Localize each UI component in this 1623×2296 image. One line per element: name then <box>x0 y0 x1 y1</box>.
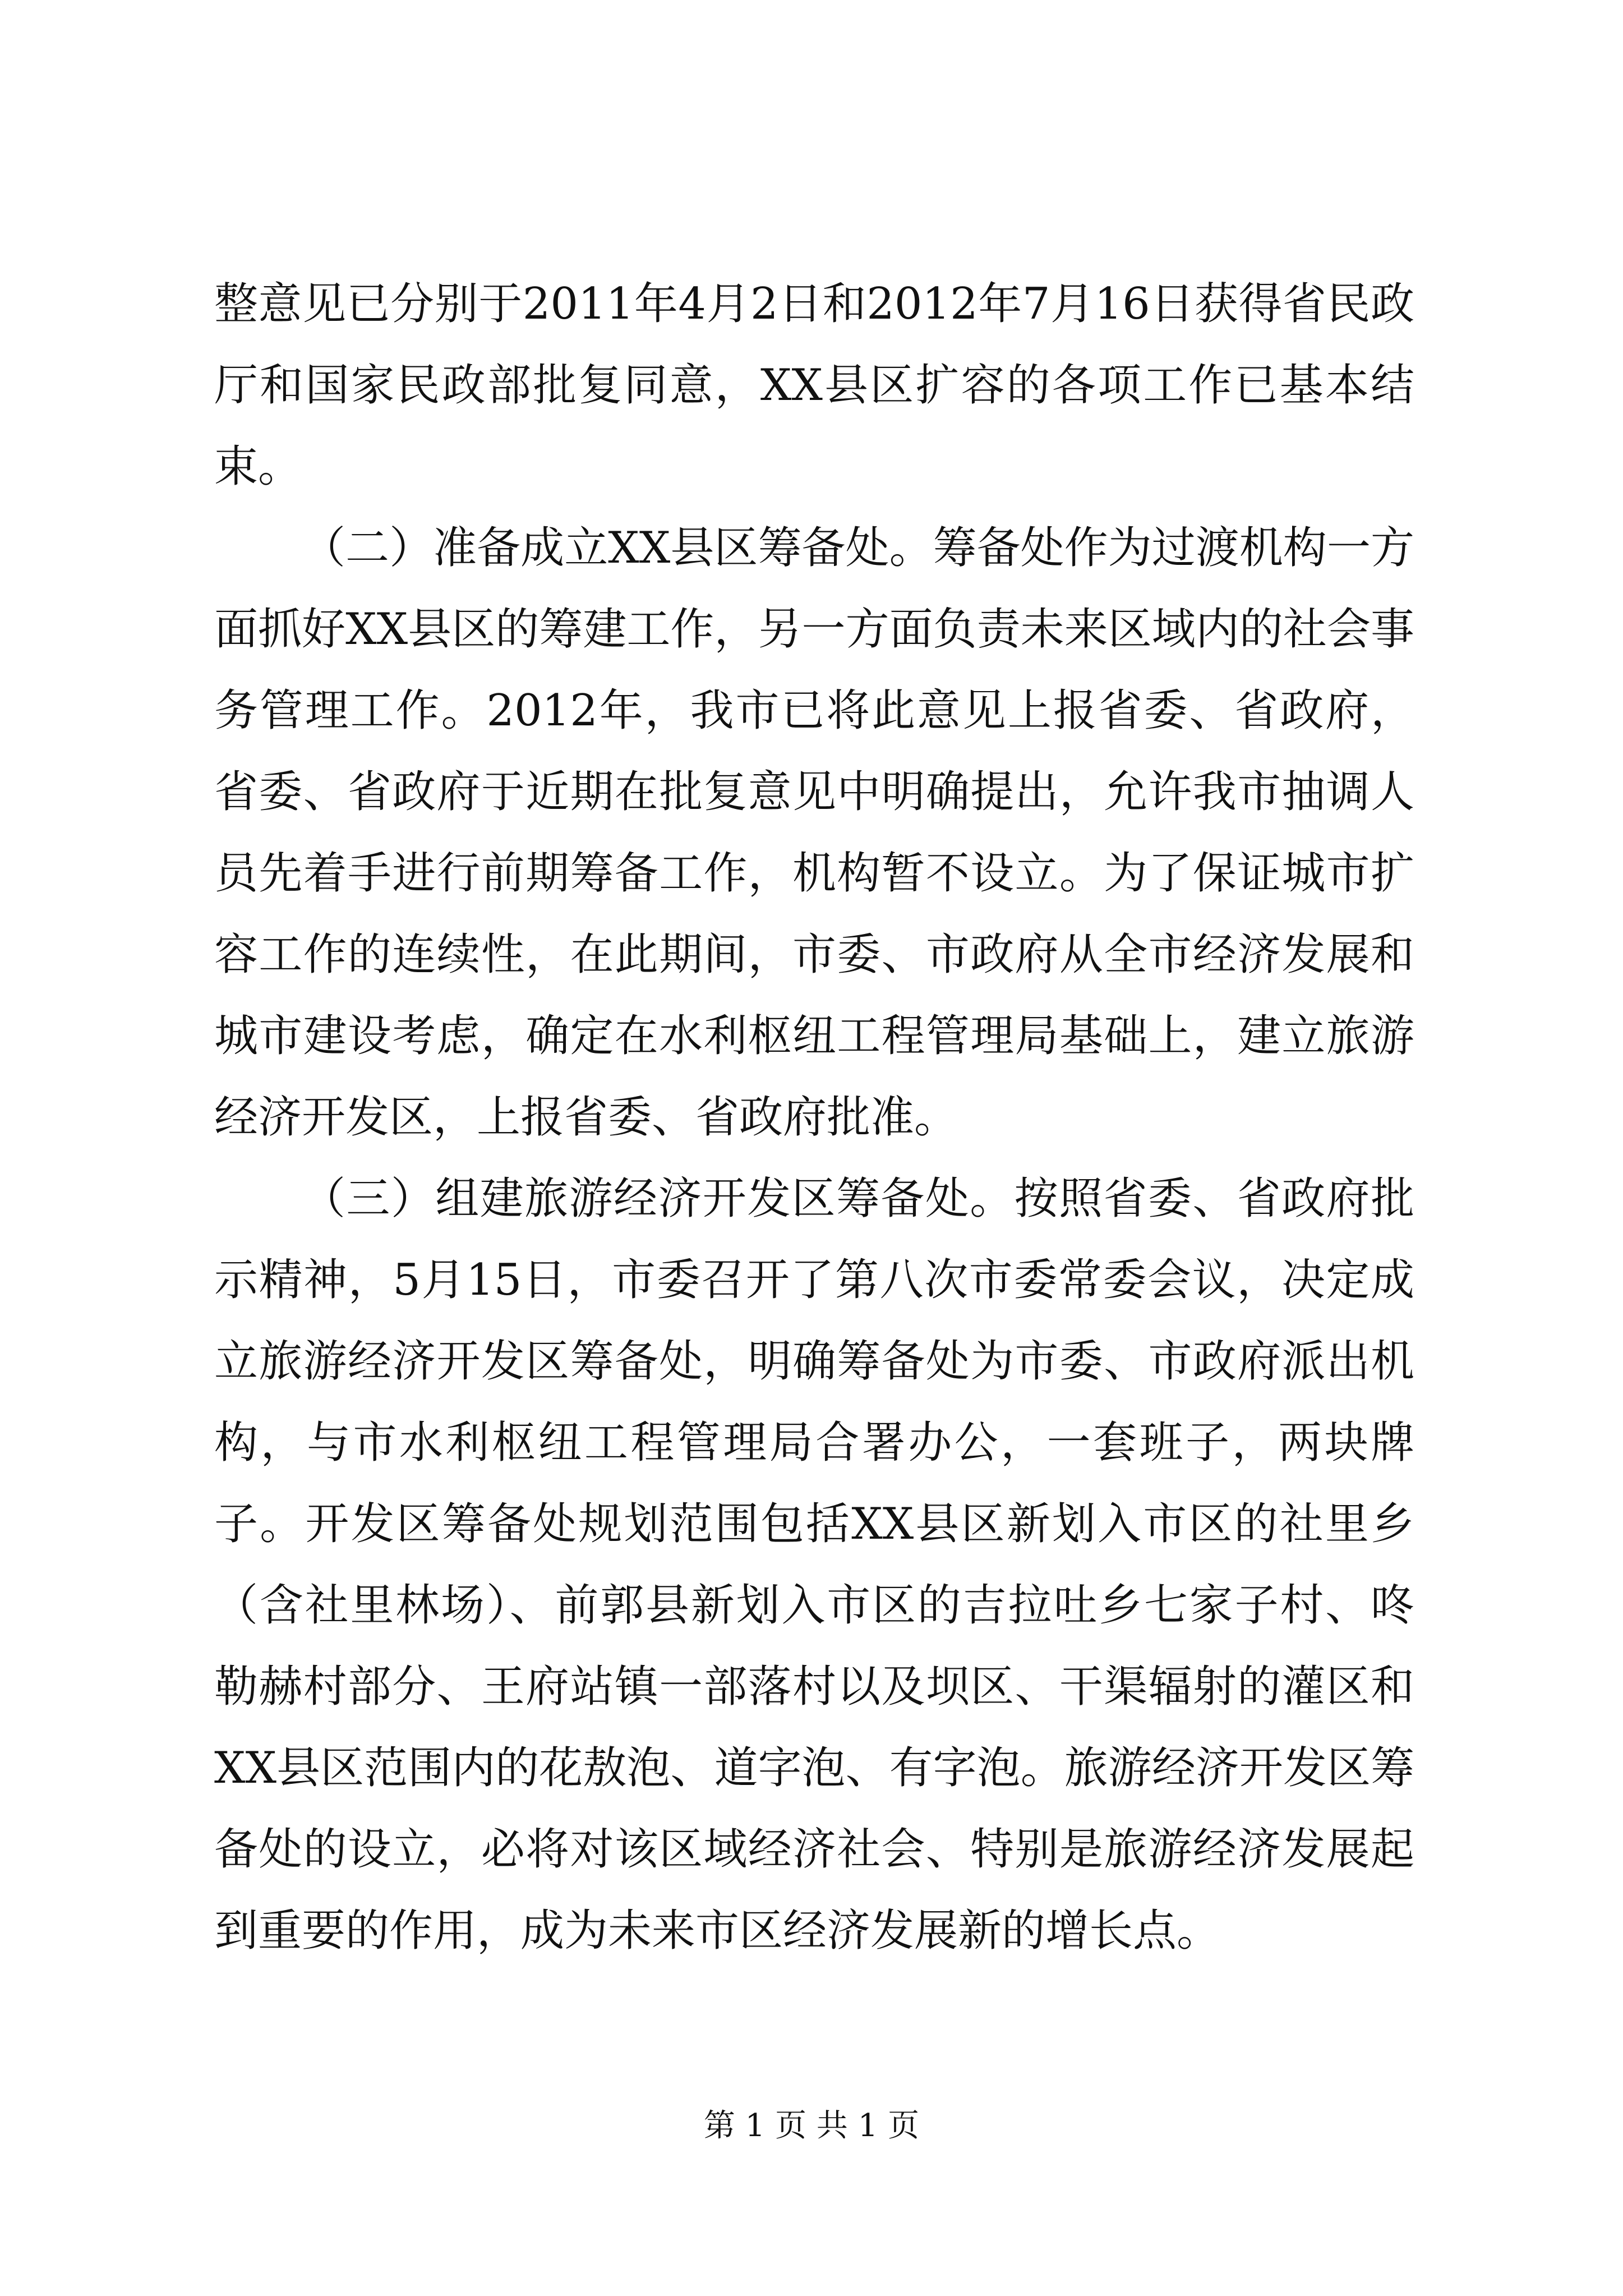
page-footer <box>0 2104 1623 2148</box>
paragraph-section-3: （三）组建旅游经济开发区筹备处。按照省委、省政府批示精神，5月15日，市委召开了第八次市委常委会议，决定成立旅游经济开发区筹备处，明确筹备处为市委、市政府派出机构，与市水利枢纽工程管理局合署办公，一套班子，两块牌子。开发区筹备处规划范围包括XX县区新划入市区的社里乡（含社里林场）、前郭县新划入市区的吉拉吐乡七家子村、咚勒赫村部分、王府站镇一部落村以及坝区、干渠辐射的灌区和XX县区范围内的花敖泡、道字泡、有字泡。旅游经济开发区筹备处的设立，必将对该区域经济社会、特别是旅游经济发展起到重要的作用，成为未来市区经济发展新的增长点。 <box>214 1174 1414 1956</box>
document-body <box>214 264 1414 1972</box>
paragraph-section-2: （二）准备成立XX县区筹备处。筹备处作为过渡机构一方面抓好XX县区的筹建工作，另一方面负责未来区域内的社会事务管理工作。2012年，我市已将此意见上报省委、省政府，省委、省政府于近期在批复意见中明确提出，允许我市抽调人员先着手进行前期筹备工作，机构暂不设立。为了保证城市扩容工作的连续性，在此期间，市委、市政府从全市经济发展和城市建设考虑，确定在水利枢纽工程管理局基础上，建立旅游经济开发区，上报省委、省政府批准。 <box>214 523 1414 1143</box>
paragraph-continuation: 整意见已分别于2011年4月2日和2012年7月16日获得省民政厅和国家民政部批复同意，XX县区扩容的各项工作已基本结束。 <box>214 279 1414 492</box>
page-number-label: 第 1 页 共 1 页 <box>703 2108 920 2144</box>
